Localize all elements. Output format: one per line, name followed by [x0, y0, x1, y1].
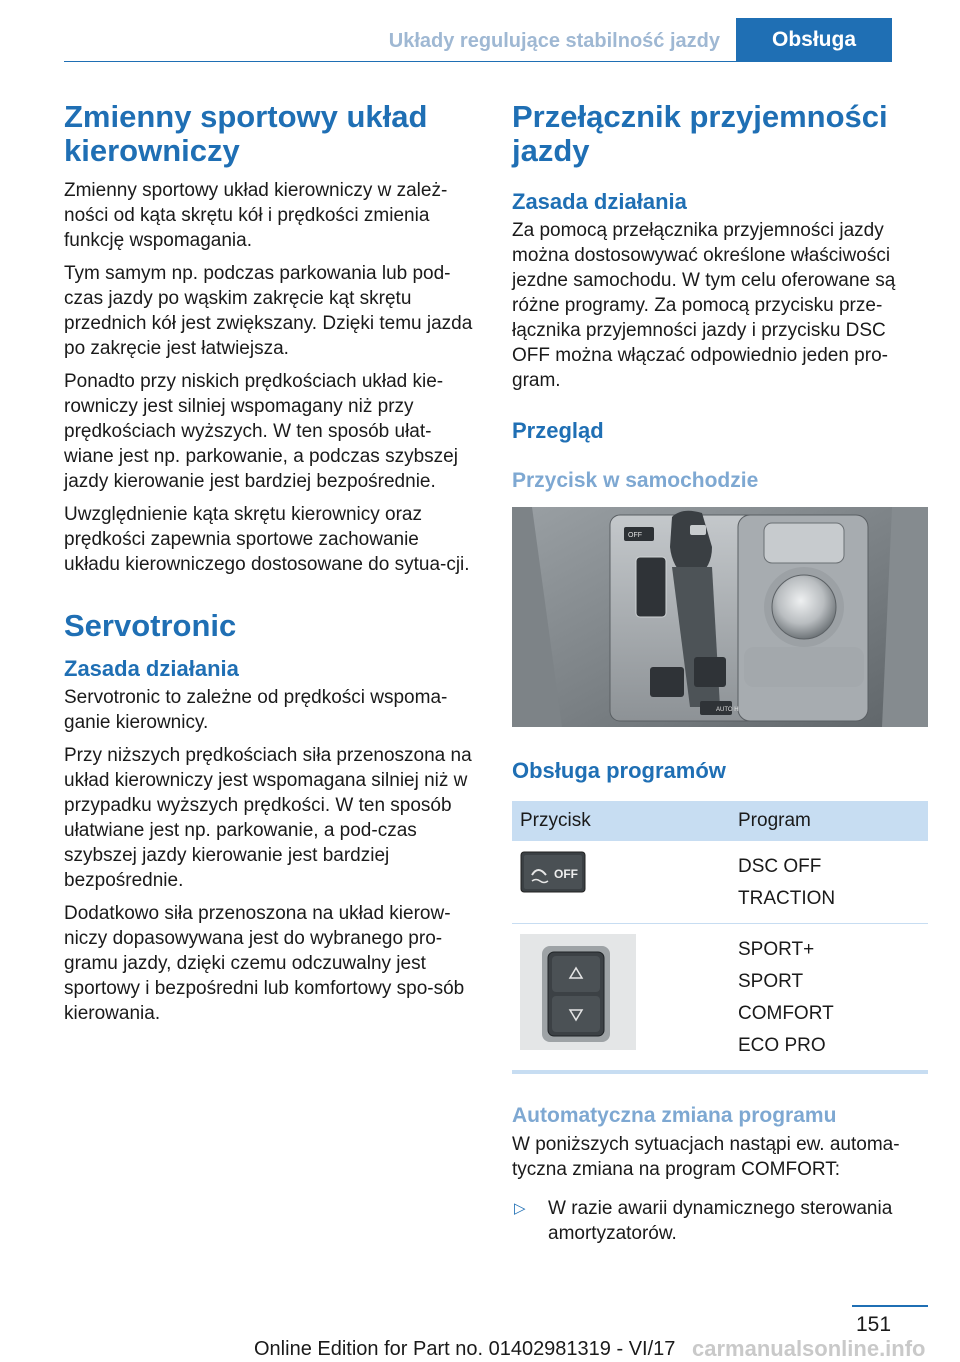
center-console-photo — [512, 507, 928, 727]
program-table — [512, 801, 928, 1074]
heading-servotronic: Servotronic — [64, 608, 237, 643]
dsc-off-button-icon — [520, 851, 586, 893]
paragraph: W poniższych sytuacjach nastąpi ew. automa‐tyczna zmiana na program COMFORT: — [512, 1134, 900, 1180]
heading-principle: Zasada działania — [512, 189, 687, 214]
column-header-program: Program — [730, 801, 928, 841]
program-item: DSC OFF — [738, 856, 822, 877]
bullet-text: W razie awarii dynamicznego sterowania amortyzatorów. — [548, 1198, 893, 1244]
table-row — [512, 924, 928, 1073]
heading-variable-sport-steering: Zmienny sportowy układ kierowniczy — [64, 99, 428, 168]
section-title: Układy regulujące stabilność jazdy — [388, 30, 720, 52]
paragraph: Zmienny sportowy układ kierowniczy w zależ‐ności od kąta skrętu kół i prędkości zmienia funkcję wspomagania. — [64, 180, 448, 251]
table-row — [512, 841, 928, 924]
edition-text: Online Edition for Part no. 01402981319 - VI/17 — [254, 1338, 676, 1360]
heading-button-in-vehicle: Przycisk w samochodzie — [512, 469, 759, 492]
program-item: ECO PRO — [738, 1035, 826, 1056]
paragraph: Uwzględnienie kąta skrętu kierownicy oraz prędkości zapewnia sportowe zachowanie układu kierowniczego dostosowane do sytua‐cji. — [64, 504, 470, 575]
heading-driving-experience-switch: Przełącznik przyjemności jazdy — [512, 99, 888, 168]
paragraph: Servotronic to zależne od prędkości wspoma‐ganie kierownicy. — [64, 687, 448, 733]
program-cell — [730, 841, 928, 924]
off-label: OFF — [554, 867, 578, 881]
driving-experience-switch-cell — [512, 924, 730, 1073]
program-item: SPORT+ — [738, 939, 815, 960]
footer-rule — [852, 1305, 928, 1307]
center-console-illustration — [512, 507, 928, 727]
auto-hold-label: AUTO H — [716, 707, 739, 713]
page-header — [0, 0, 960, 62]
driving-experience-switch-icon — [520, 934, 636, 1050]
heading-automatic-program-change: Automatyczna zmiana programu — [512, 1104, 837, 1127]
paragraph: Przy niższych prędkościach siła przenoszona na układ kierowniczy jest wspomagana silniej niż w przypadku wyższych prędkości. W ten sposób ułatwiane jest np. parkowanie, a pod‐czas szybszej jazdy kierowanie jest bardziej bezpośrednie. — [64, 745, 472, 891]
header-rule — [64, 61, 892, 62]
program-item: SPORT — [738, 971, 804, 992]
program-item: COMFORT — [738, 1003, 834, 1024]
heading-principle: Zasada działania — [64, 656, 239, 681]
paragraph: Za pomocą przełącznika przyjemności jazdy można dostosowywać określone właściwości jezdne samochodu. W tym celu oferowane są różne programy. Za pomocą przycisku prze‐łącznika przyjemności jazdy i przycisku DSC OFF można włączać odpowiednio jeden pro‐gram. — [512, 220, 896, 391]
chapter-tab: Obsługa — [736, 18, 892, 62]
bullet-triangle-icon: ▷ — [514, 1200, 526, 1217]
left-column — [64, 100, 476, 1026]
column-header-button: Przycisk — [512, 801, 730, 841]
paragraph: Tym samym np. podczas parkowania lub pod‐czas jazdy po wąskim zakręcie kąt skrętu przednich kół jest zwiększany. Dzięki temu jazda po zakręcie jest łatwiejsza. — [64, 263, 473, 359]
heading-program-operation: Obsługa programów — [512, 758, 726, 783]
dsc-off-label: OFF — [628, 532, 642, 539]
bullet-item — [512, 1196, 928, 1246]
program-item: TRACTION — [738, 888, 836, 909]
watermark: carmanualsonline.info — [692, 1336, 926, 1361]
paragraph: Dodatkowo siła przenoszona na układ kierow‐niczy dopasowywana jest do wybranego pro‐gramu jazdy, dzięki czemu odczuwalny jest sportowy i bezpośredni lub komfortowy spo‐sób kierowania. — [64, 903, 465, 1024]
paragraph: Ponadto przy niskich prędkościach układ kie‐rowniczy jest silniej wspomagany niż przy prędkościach wyższych. W ten sposób ułat‐wiane jest np. parkowanie, a podczas szybszej jazdy kierowanie jest bardziej bezpośrednie. — [64, 371, 458, 492]
dsc-off-button-cell — [512, 841, 730, 924]
program-cell — [730, 924, 928, 1073]
right-column — [512, 100, 928, 1246]
heading-overview: Przegląd — [512, 418, 604, 443]
page-number: 151 — [856, 1313, 892, 1336]
